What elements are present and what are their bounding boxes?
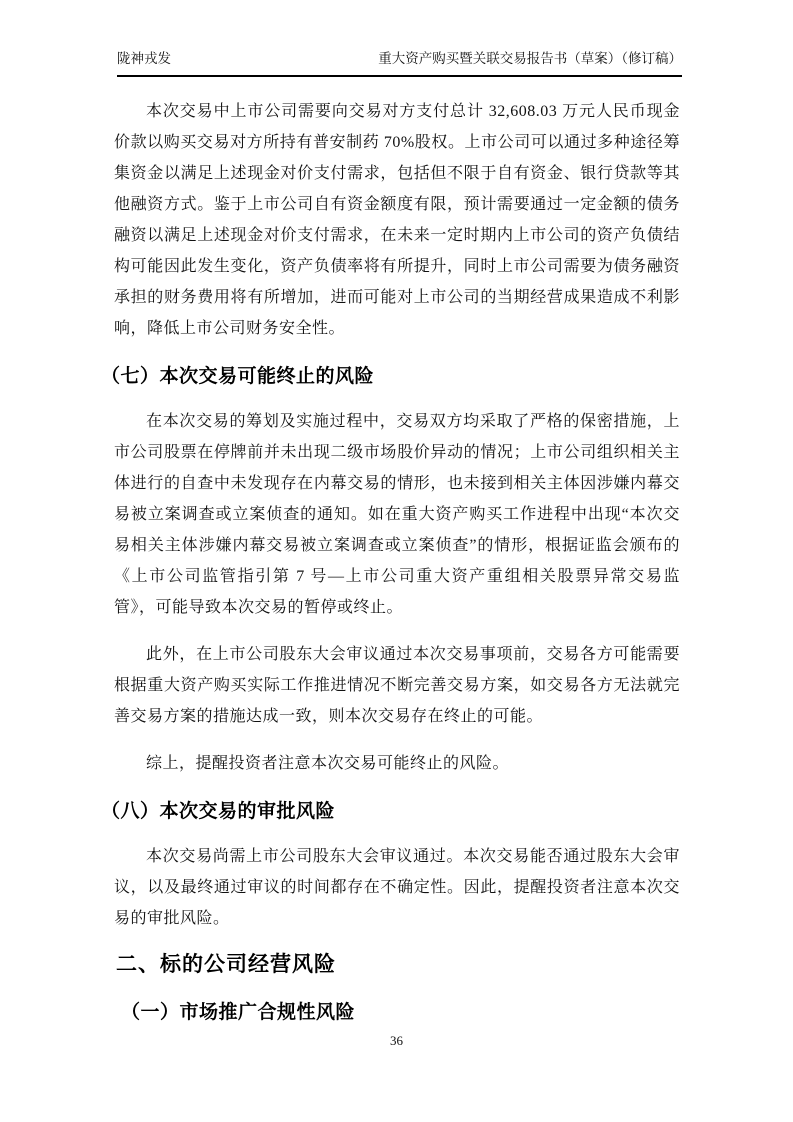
page-number: 36 [390,1033,403,1048]
paragraph-approval-uncertainty: 本次交易尚需上市公司股东大会审议通过。本次交易能否通过股东大会审议，以及最终通过审议的时间都存在不确定性。因此，提醒投资者注意本次交易的审批风险。 [114,848,680,927]
heading-approval-risk: （八）本次交易的审批风险 [101,801,336,822]
page-body [101,96,680,1042]
paragraph-termination-reminder: 综上，提醒投资者注意本次交易可能终止的风险。 [146,755,510,772]
page-footer [0,1033,793,1049]
paragraph-funding-impact: 本次交易中上市公司需要向交易对方支付总计 32,608.03 万元人民币现金价款以购买交易对方所持有普安制药 70%股权。上市公司可以通过多种途径筹集资金以满足上述现金对价支付需求，包括但不限于自有资金、银行贷款等其他融资方式。鉴于上市公司自有资金额度有限，预计需要通过一定金额的债务融资以满足上述现金对价支付需求，在未来一定时期内上市公司的资产负债结构可能因此发生变化，资产负债率将有所提升，同时上市公司需要为债务融资承担的财务费用将有所增加，进而可能对上市公司的当期经营成果造成不利影响，降低上市公司财务安全性。 [114,103,680,337]
page-header [117,50,682,77]
heading-target-company-operating-risk: 二、标的公司经营风险 [116,953,336,976]
heading-market-compliance-risk: （一）市场推广合规性风险 [121,1002,356,1023]
paragraph-secrecy-measures: 在本次交易的筹划及实施过程中，交易双方均采取了严格的保密措施，上市公司股票在停牌前并未出现二级市场股价异动的情况；上市公司组织相关主体进行的自查中未发现存在内幕交易的情形，也未接到相关主体因涉嫌内幕交易被立案调查或立案侦查的通知。如在重大资产购买工作进程中出现“本次交易相关主体涉嫌内幕交易被立案调查或立案侦查”的情形，根据证监会颁布的《上市公司监管指引第 7 号—上市公司重大资产重组相关股票异常交易监管》，可能导致本次交易的暂停或终止。 [114,413,680,616]
header-document-title: 重大资产购买暨关联交易报告书（草案）（修订稿） [378,51,682,66]
heading-termination-risk: （七）本次交易可能终止的风险 [101,366,375,387]
paragraph-plan-improvement: 此外，在上市公司股东大会审议通过本次交易事项前，交易各方可能需要根据重大资产购买实际工作推进情况不断完善交易方案，如交易各方无法就完善交易方案的措施达成一致，则本次交易存在终止的可能。 [114,646,680,725]
header-company-name: 陇神戎发 [117,51,171,66]
